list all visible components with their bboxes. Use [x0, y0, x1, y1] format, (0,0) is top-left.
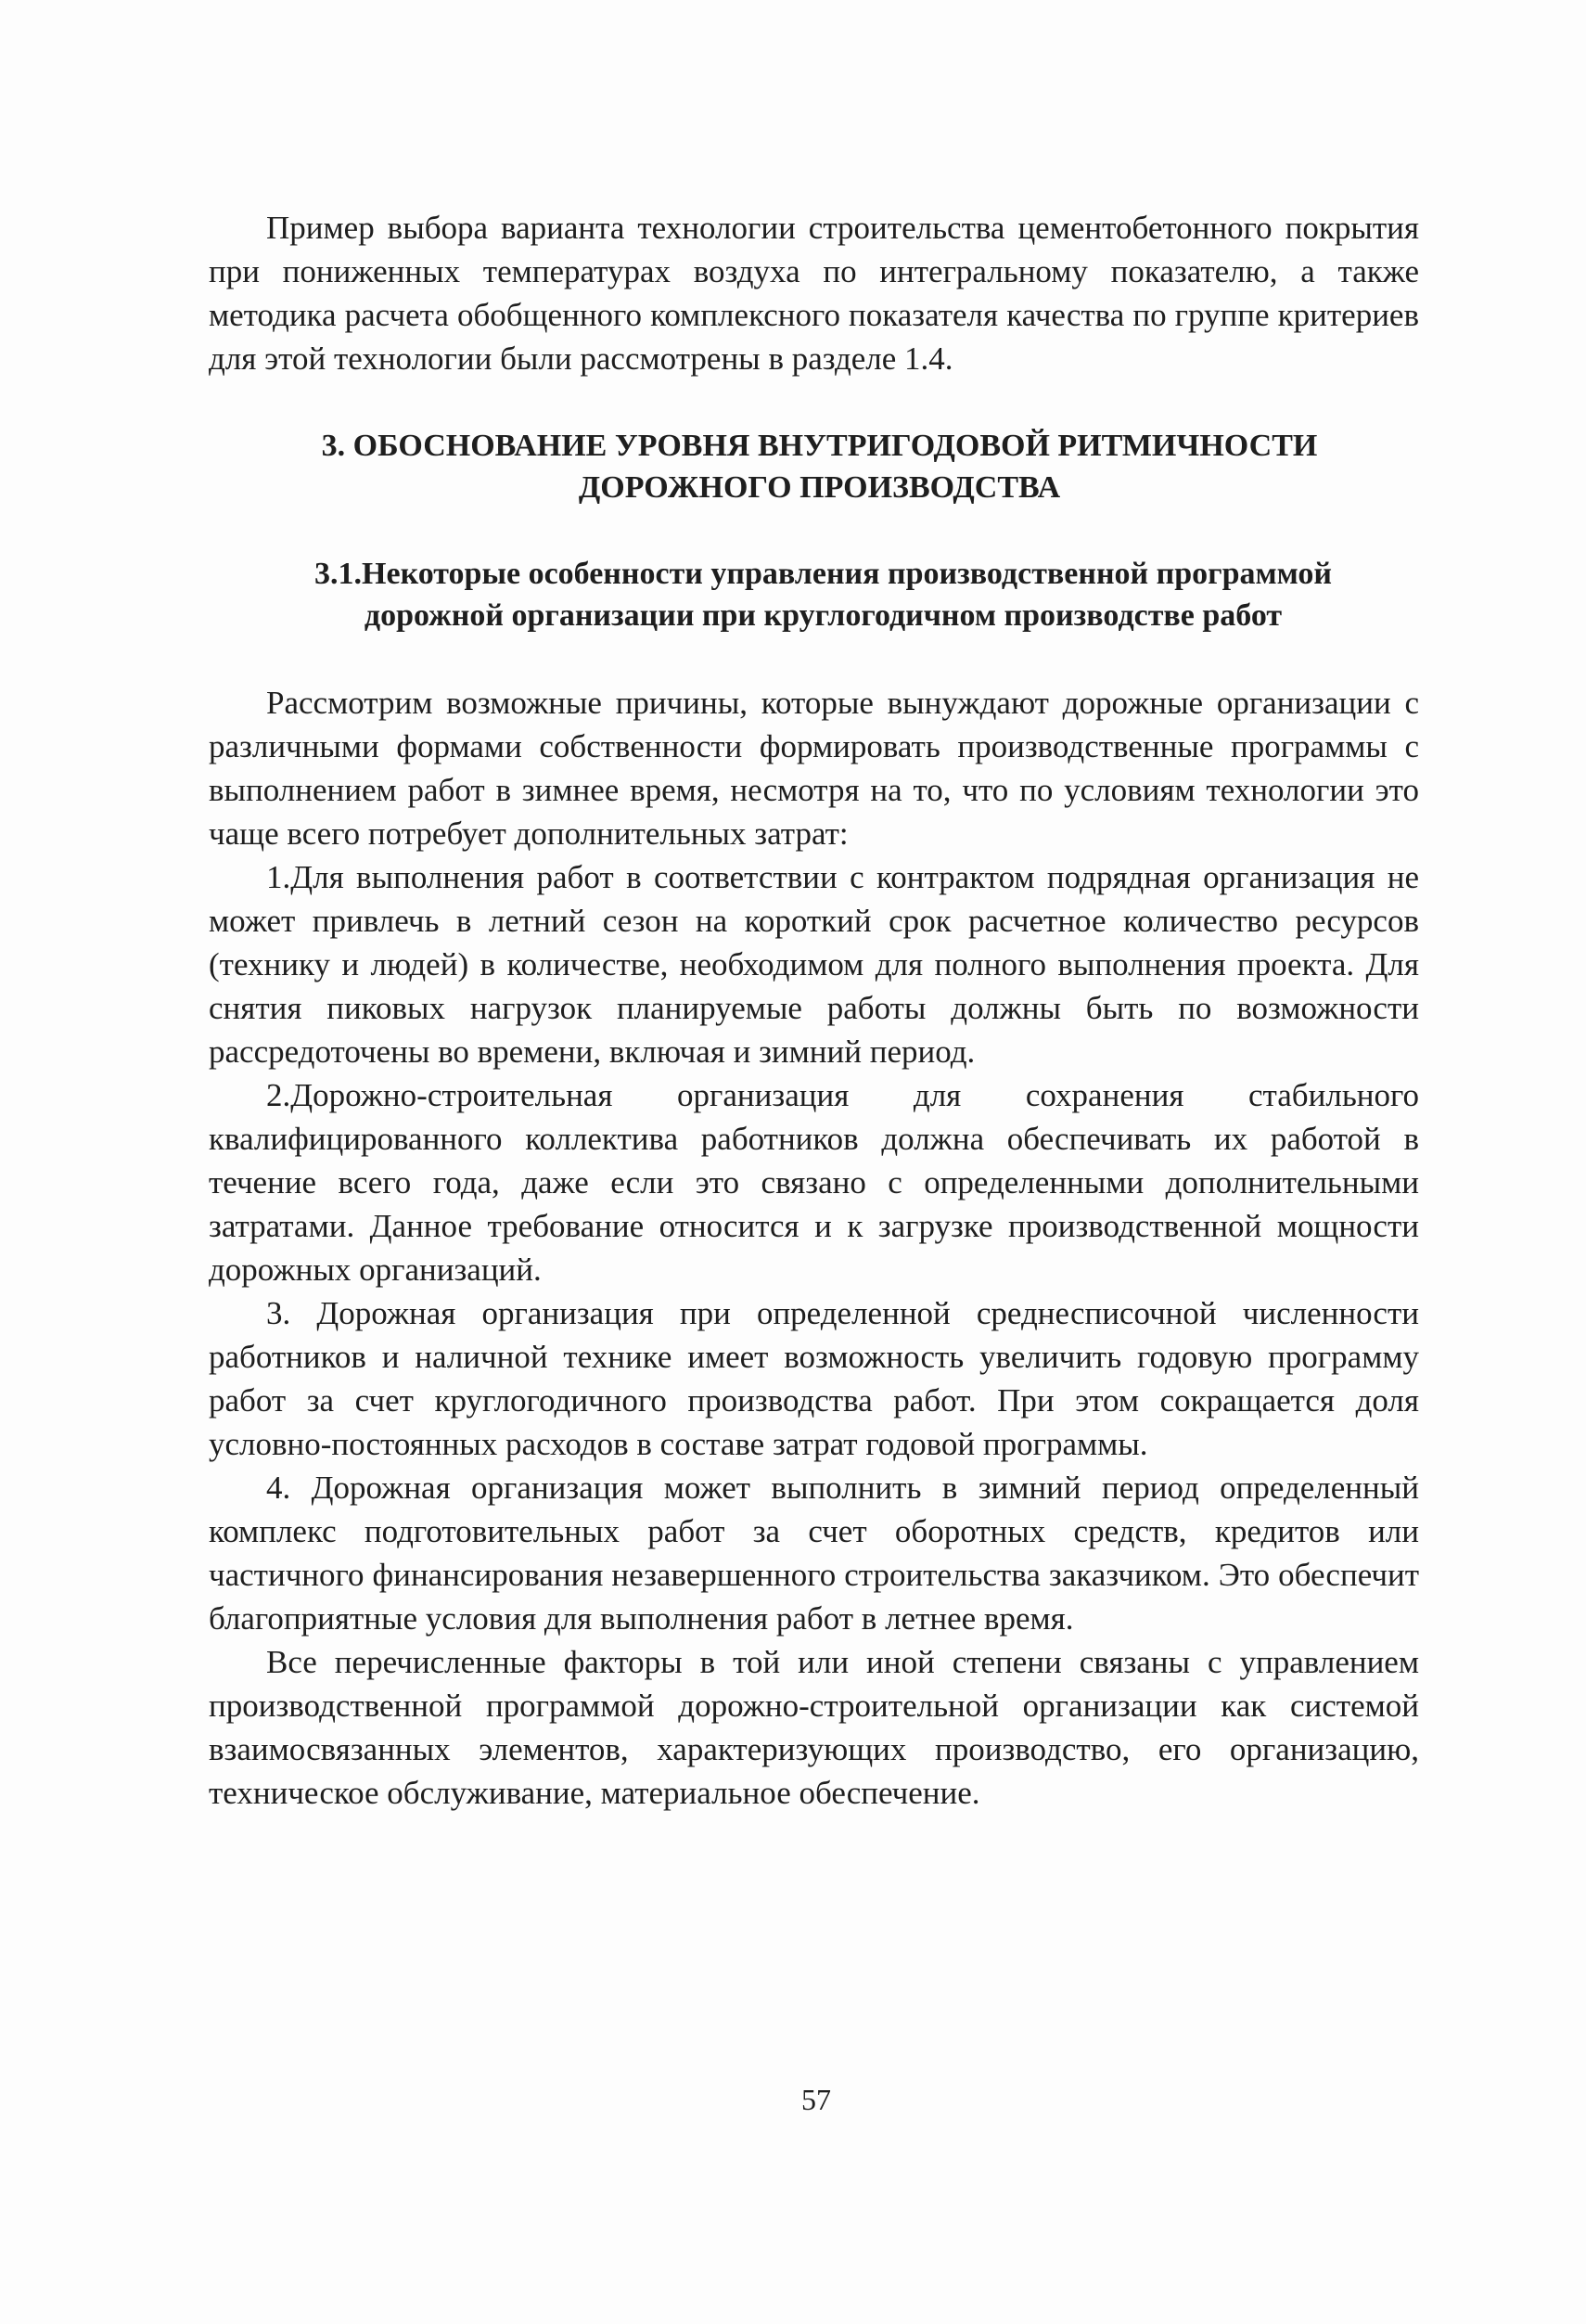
section-heading: 3. ОБОСНОВАНИЕ УРОВНЯ ВНУТРИГОДОВОЙ РИТМИЧНОСТИ ДОРОЖНОГО ПРОИЗВОДСТВА	[321, 429, 1318, 505]
intro-paragraph: Пример выбора варианта технологии строительства цементобетонного покрытия при пониженных температурах воздуха по интегральному показателю, а также методика расчета обобщенного комплексного показателя качества по группе критериев для этой технологии были рассмотрены в разделе 1.4.	[209, 210, 1419, 377]
body-paragraph-reason-4: 4. Дорожная организация может выполнить в зимний период определенный комплекс подготовительных работ за счет оборотных средств, кредитов или частичного финансирования незавершенного строительства заказчиком. Это обеспечит благоприятные условия для выполнения работ в летнее время.	[209, 1470, 1419, 1637]
body-paragraph-reason-1: 1.Для выполнения работ в соответствии с контрактом подрядная организация не может привлечь в летний сезон на короткий срок расчетное количество ресурсов (технику и людей) в количестве, необходимом для полного выполнения проекта. Для снятия пиковых нагрузок планируемые работы должны быть по возможности рассредоточены во времени, включая и зимний период.	[209, 859, 1419, 1070]
subsection-heading: 3.1.Некоторые особенности управления производственной программой дорожной организации при круглогодичном производстве работ	[314, 557, 1332, 633]
page-number: 57	[801, 2083, 831, 2116]
page-content	[209, 206, 1419, 1815]
body-text	[209, 681, 1419, 1815]
body-paragraph-reason-2: 2.Дорожно-строительная организация для сохранения стабильного квалифицированного коллектива работников должна обеспечивать их работой в течение всего года, даже если это связано с определенными дополнительными затратами. Данное требование относится и к загрузке производственной мощности дорожных организаций.	[209, 1077, 1419, 1288]
body-paragraph-intro: Рассмотрим возможные причины, которые вынуждают дорожные организации с различными формами собственности формировать производственные программы с выполнением работ в зимнее время, несмотря на то, что по условиям технологии это чаще всего потребует дополнительных затрат:	[209, 685, 1419, 852]
body-paragraph-reason-3: 3. Дорожная организация при определенной среднесписочной численности работников и наличной технике имеет возможность увеличить годовую программу работ за счет круглогодичного производства работ. При этом сокращается доля условно-постоянных расходов в составе затрат годовой программы.	[209, 1295, 1419, 1462]
body-paragraph-conclusion: Все перечисленные факторы в той или иной степени связаны с управлением производственной программой дорожно-строительной организации как системой взаимосвязанных элементов, характеризующих производство, его организацию, техническое обслуживание, материальное обеспечение.	[209, 1644, 1419, 1811]
